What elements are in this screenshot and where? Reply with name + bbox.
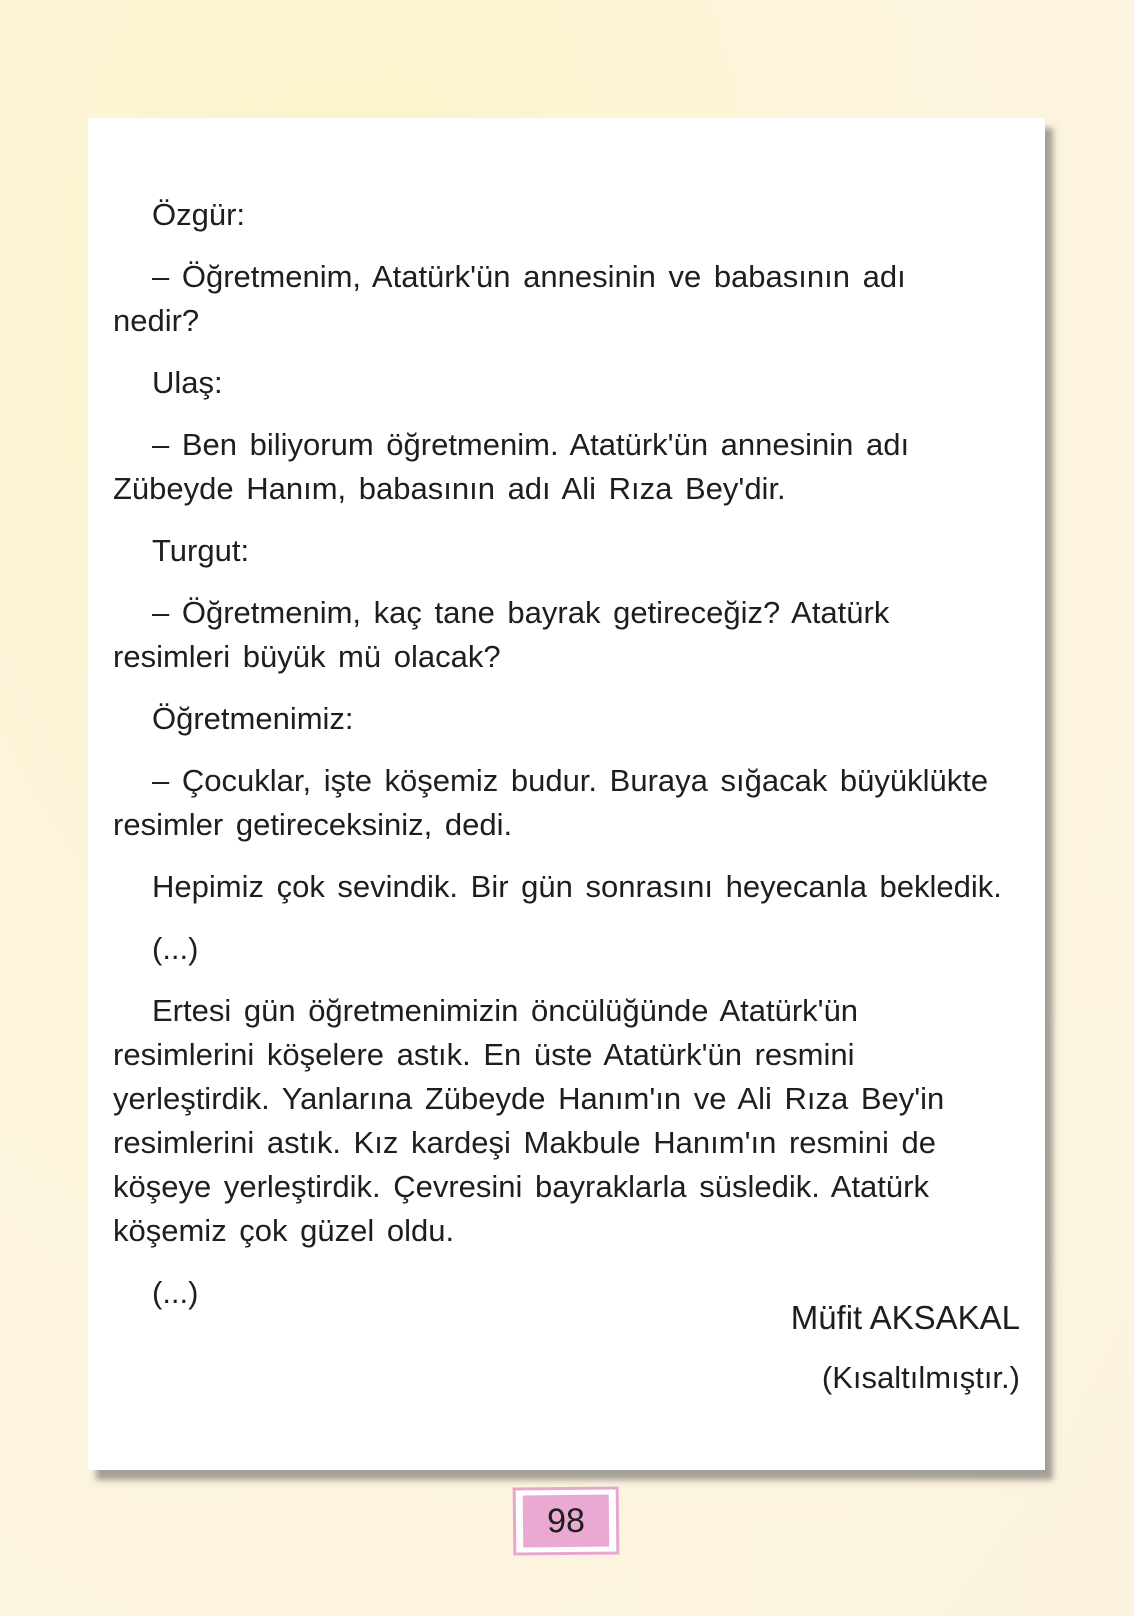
text-line: resimleri büyük mü olacak? xyxy=(113,639,501,674)
paragraph xyxy=(113,193,1023,237)
text-line: nedir? xyxy=(113,303,200,338)
text-line: resimler getireceksiniz, dedi. xyxy=(113,807,513,842)
paragraph xyxy=(113,927,1023,971)
paragraph xyxy=(113,865,1023,909)
text-line: köşemiz çok güzel oldu. xyxy=(113,1213,455,1248)
page-card xyxy=(88,118,1045,1470)
paragraph xyxy=(113,255,1023,343)
text-line: (...) xyxy=(152,1275,199,1310)
page-number-box xyxy=(513,1486,620,1555)
text-line: Ulaş: xyxy=(152,365,223,400)
paragraph xyxy=(113,989,1023,1253)
paragraph xyxy=(113,591,1023,679)
paragraph xyxy=(113,423,1023,511)
text-line: (...) xyxy=(152,931,199,966)
page-number: 98 xyxy=(523,1495,610,1548)
story-text xyxy=(113,193,1023,1333)
author-name: Müfit AKSAKAL xyxy=(790,1299,1020,1336)
text-line: Zübeyde Hanım, babasının adı Ali Rıza Bey'dir. xyxy=(113,471,786,506)
text-line: Turgut: xyxy=(152,533,250,568)
abridged-note: (Kısaltılmıştır.) xyxy=(821,1360,1020,1395)
text-line: – Ben biliyorum öğretmenim. Atatürk'ün annesinin adı xyxy=(152,427,910,462)
text-line: Ertesi gün öğretmenimizin öncülüğünde Atatürk'ün xyxy=(152,993,859,1028)
paragraph xyxy=(113,529,1023,573)
text-line: resimlerini köşelere astık. En üste Atatürk'ün resmini xyxy=(113,1037,855,1072)
paragraph xyxy=(113,361,1023,405)
paragraph xyxy=(113,759,1023,847)
text-line: Hepimiz çok sevindik. Bir gün sonrasını heyecanla bekledik. xyxy=(152,869,1002,904)
text-line: köşeye yerleştirdik. Çevresini bayraklarla süsledik. Atatürk xyxy=(113,1169,929,1204)
text-line: Öğretmenimiz: xyxy=(152,701,354,736)
text-line: – Öğretmenim, kaç tane bayrak getireceğiz? Atatürk xyxy=(152,595,890,630)
text-line: – Öğretmenim, Atatürk'ün annesinin ve babasının adı xyxy=(152,259,906,294)
text-line: – Çocuklar, işte köşemiz budur. Buraya sığacak büyüklükte xyxy=(152,763,989,798)
text-line: Özgür: xyxy=(152,197,246,232)
text-line: yerleştirdik. Yanlarına Zübeyde Hanım'ın ve Ali Rıza Bey'in xyxy=(113,1081,945,1116)
paragraph xyxy=(113,697,1023,741)
text-line: resimlerini astık. Kız kardeşi Makbule Hanım'ın resmini de xyxy=(113,1125,936,1160)
